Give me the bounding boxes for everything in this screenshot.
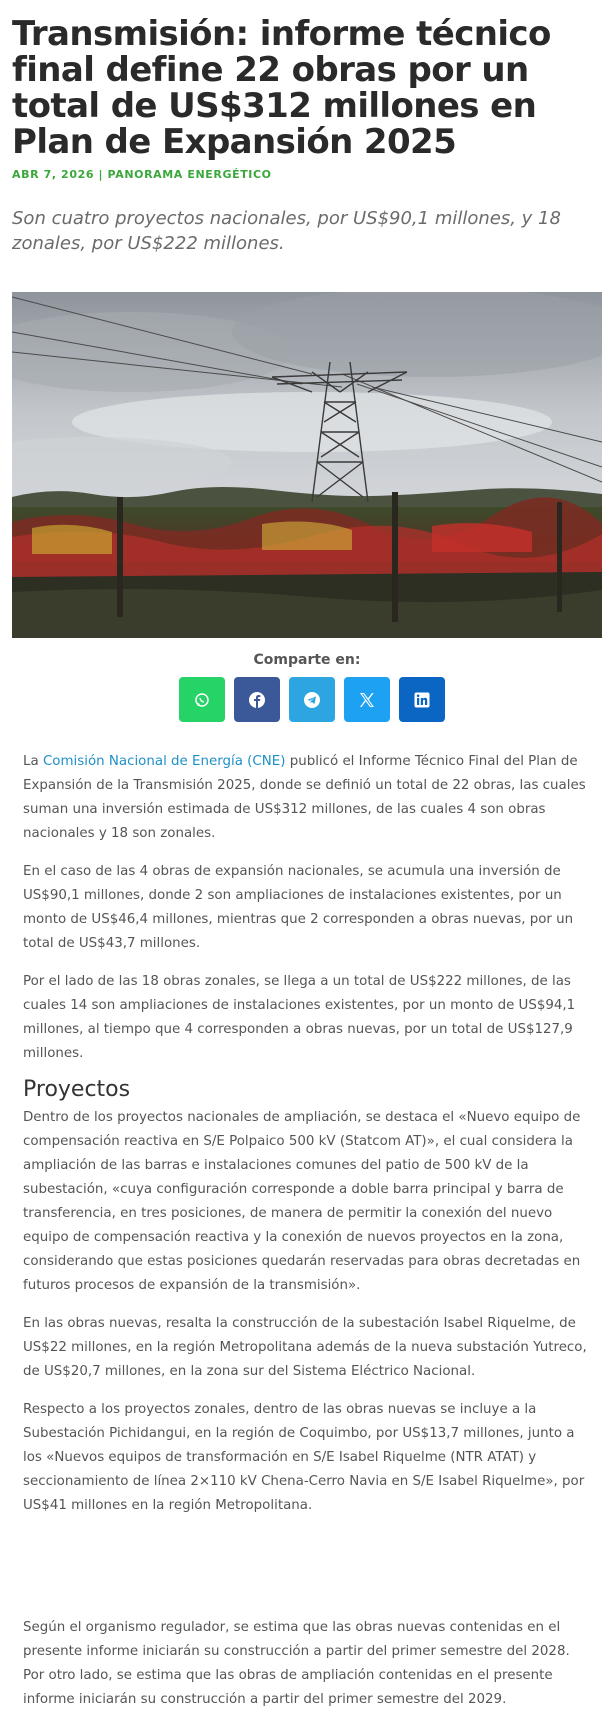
telegram-icon (303, 691, 321, 709)
paragraph-2: En el caso de las 4 obras de expansión nacionales, se acumula una inversión de US$90,1 millones, donde 2 son ampliaciones de instalaciones existentes, por un monto de US$46,4 millones, mientras que 2 corresponden a obras nuevas, por un total de US$43,7 millones. (23, 864, 574, 951)
facebook-icon (248, 691, 266, 709)
paragraph-4: Dentro de los proyectos nacionales de ampliación, se destaca el «Nuevo equipo de compensación reactiva en S/E Polpaico 500 kV (Statcom AT)», el cual considera la ampliación de las barras e instalaciones comunes del patio de 500 kV de la subestación, «cuya configuración corresponde a doble barra principal y barra de transferencia, en tres posiciones, de manera de permitir la conexión del nuevo equipo de compensación reactiva y la conexión de nuevos proyectos en la zona, considerando que estas posiciones quedarán reservadas para obras decretadas en futuros procesos de expansión de la transmisión». (23, 1110, 581, 1293)
embed-spacer (23, 1532, 595, 1616)
share-label: Comparte en: (253, 652, 361, 668)
paragraph-6: Respecto a los proyectos zonales, dentro de las obras nuevas se incluye a la Subestación Pichidangui, en la región de Coquimbo, por US$13,7 millones, junto a los «Nuevos equipos de transformación en S/E Isabel Riquelme (NTR ATAT) y seccionamiento de línea 2×110 kV Chena-Cerro Navia en S/E Isabel Riquelme», por US$41 millones en la región Metropolitana. (23, 1402, 585, 1513)
paragraph-5: En las obras nuevas, resalta la construcción de la subestación Isabel Riquelme, de US$22 millones, en la región Metropolitana además de la nueva substación Yutreco, de US$20,7 millones, en la zona sur del Sistema Eléctrico Nacional. (23, 1316, 587, 1379)
x-icon (358, 691, 376, 709)
linkedin-share-button[interactable] (399, 677, 445, 722)
cne-link[interactable]: Comisión Nacional de Energía (CNE) (42, 754, 286, 769)
share-buttons (179, 677, 445, 722)
whatsapp-share-button[interactable] (179, 677, 225, 722)
article-body (23, 750, 595, 1722)
paragraph-1-prefix: La (23, 754, 43, 769)
paragraph-3: Por el lado de las 18 obras zonales, se llega a un total de US$222 millones, de las cuales 14 son ampliaciones de instalaciones existentes, por un monto de US$94,1 millones, al tiempo que 4 corresponden a obras nuevas, por un total de US$127,9 millones. (23, 974, 576, 1061)
linkedin-icon (414, 692, 430, 708)
article-subtitle: Son cuatro proyectos nacionales, por US$90,1 millones, y 18 zonales, por US$222 millones. (12, 208, 561, 254)
article-title: Transmisión: informe técnico final define 22 obras por un total de US$312 millones en Plan de Expansión 2025 (12, 14, 551, 162)
section-heading-proyectos: Proyectos (23, 1077, 131, 1102)
x-share-button[interactable] (344, 677, 390, 722)
facebook-share-button[interactable] (234, 677, 280, 722)
article-meta: ABR 7, 2026 | PANORAMA ENERGÉTICO (12, 168, 272, 181)
paragraph-1-text: publicó el Informe Técnico Final del Plan de Expansión de la Transmisión 2025, donde se definió un total de 22 obras, las cuales suman una inversión estimada de US$312 millones, de las cuales 4 son obras nacionales y 18 son zonales. (23, 754, 586, 841)
hero-image (12, 292, 602, 638)
telegram-share-button[interactable] (289, 677, 335, 722)
paragraph-1 (23, 750, 595, 846)
paragraph-7: Según el organismo regulador, se estima que las obras nuevas contenidas en el presente informe iniciarán su construcción a partir del primer semestre del 2028. Por otro lado, se estima que las obras de ampliación contenidas en el presente informe iniciarán su construcción a partir del primer semestre del 2029. (23, 1620, 570, 1707)
transmission-tower-photo (12, 292, 602, 638)
whatsapp-icon (194, 692, 210, 708)
